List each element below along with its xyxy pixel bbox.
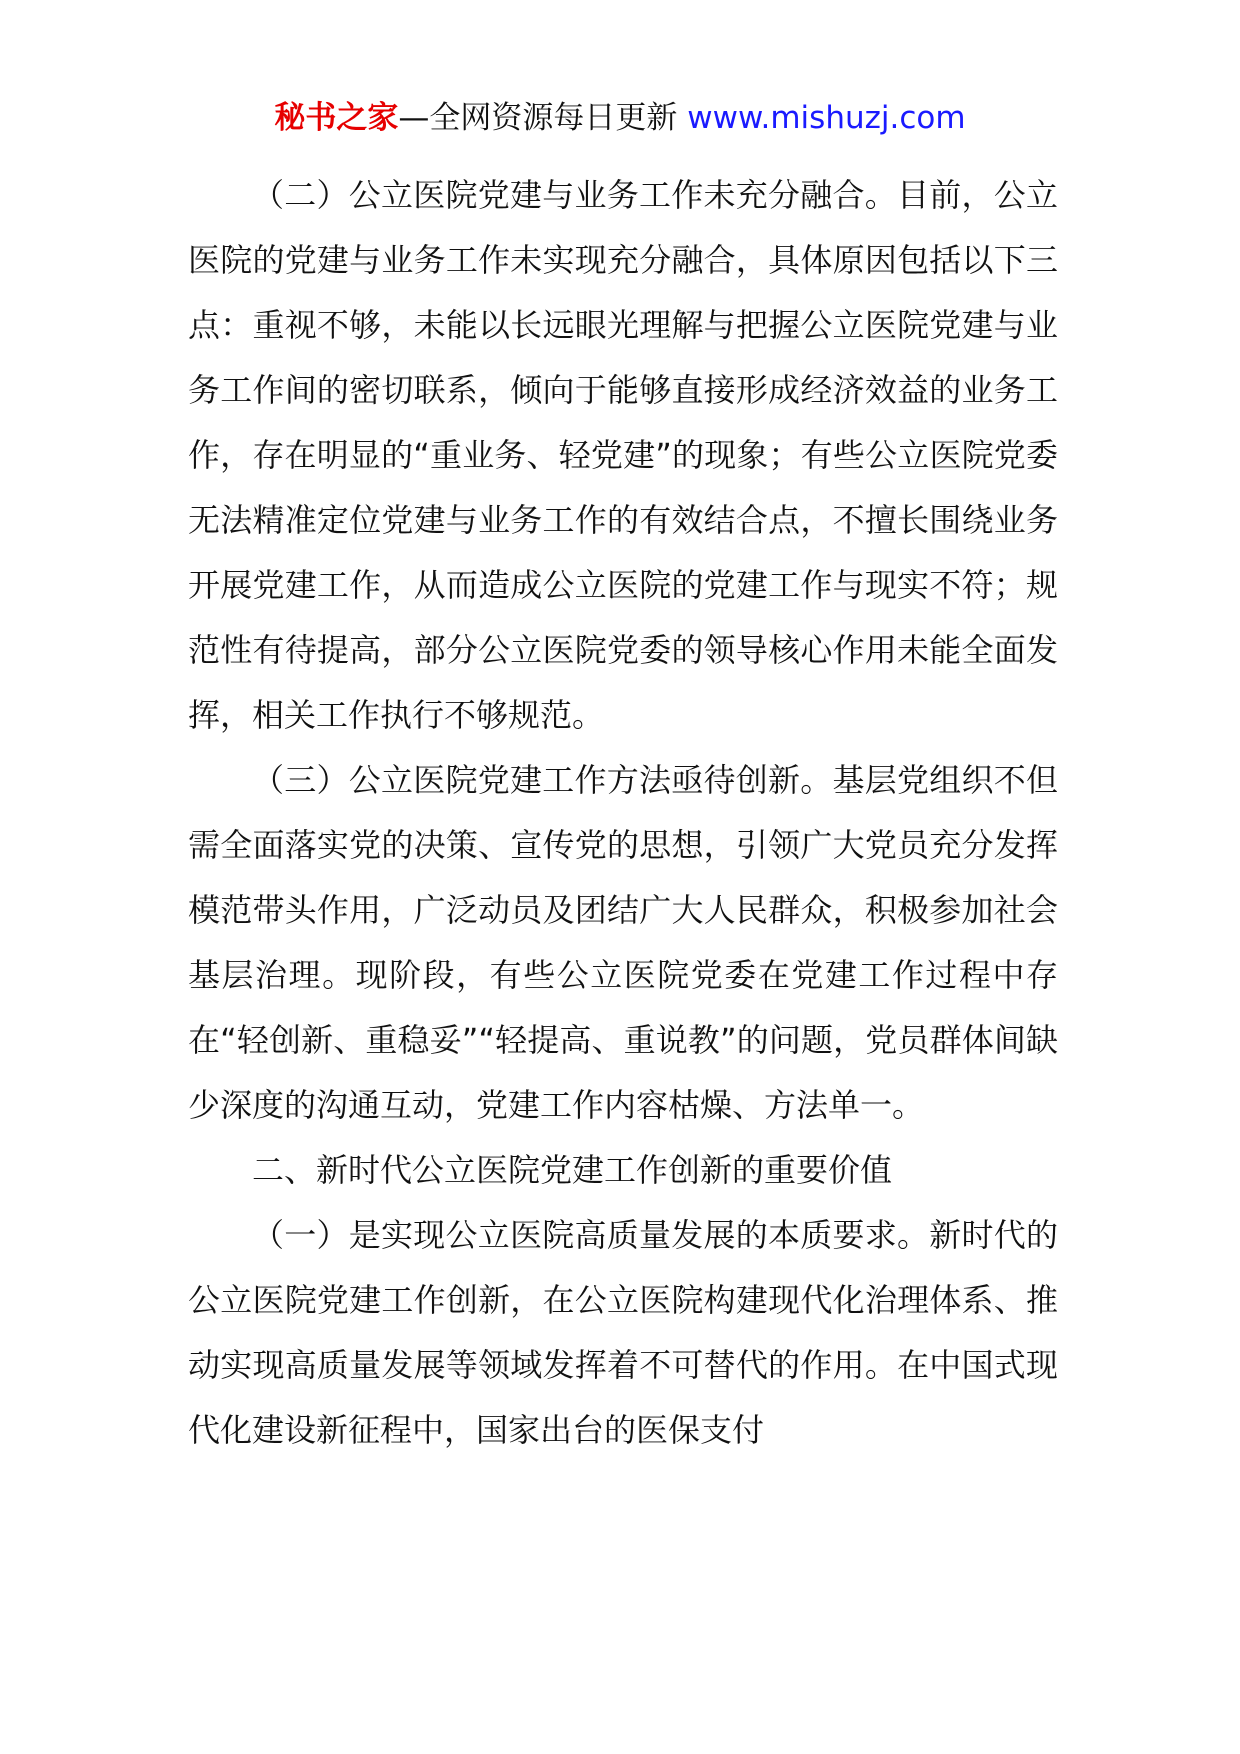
paragraph-1-quality-development: （一）是实现公立医院高质量发展的本质要求。新时代的公立医院党建工作创新，在公立医院构建现代化治理体系、推动实现高质量发展等领域发挥着不可替代的作用。在中国式现代化建设新征程中，国家出台的医保支付 [188, 1216, 1058, 1449]
paragraph-2-integration: （二）公立医院党建与业务工作未充分融合。目前，公立医院的党建与业务工作未实现充分融合，具体原因包括以下三点：重视不够，未能以长远眼光理解与把握公立医院党建与业务工作间的密切联系，倾向于能够直接形成经济效益的业务工作，存在明显的“重业务、轻党建”的现象；有些公立医院党委无法精准定位党建与业务工作的有效结合点，不擅长围绕业务开展党建工作，从而造成公立医院的党建工作与现实不符；规范性有待提高，部分公立医院党委的领导核心作用未能全面发挥，相关工作执行不够规范。 [188, 176, 1058, 734]
document-body [188, 163, 1058, 1463]
site-header [0, 98, 1240, 138]
section-heading-value: 二、新时代公立医院党建工作创新的重要价值 [252, 1151, 893, 1189]
site-brand: 秘书之家 [274, 100, 399, 136]
site-tagline: —全网资源每日更新 [398, 100, 688, 136]
paragraph-3-innovation: （三）公立医院党建工作方法亟待创新。基层党组织不但需全面落实党的决策、宣传党的思想，引领广大党员充分发挥模范带头作用，广泛动员及团结广大人民群众，积极参加社会基层治理。现阶段，有些公立医院党委在党建工作过程中存在“轻创新、重稳妥”“轻提高、重说教”的问题，党员群体间缺少深度的沟通互动，党建工作内容枯燥、方法单一。 [188, 761, 1058, 1124]
site-url-link[interactable]: www.mishuzj.com [687, 100, 966, 136]
